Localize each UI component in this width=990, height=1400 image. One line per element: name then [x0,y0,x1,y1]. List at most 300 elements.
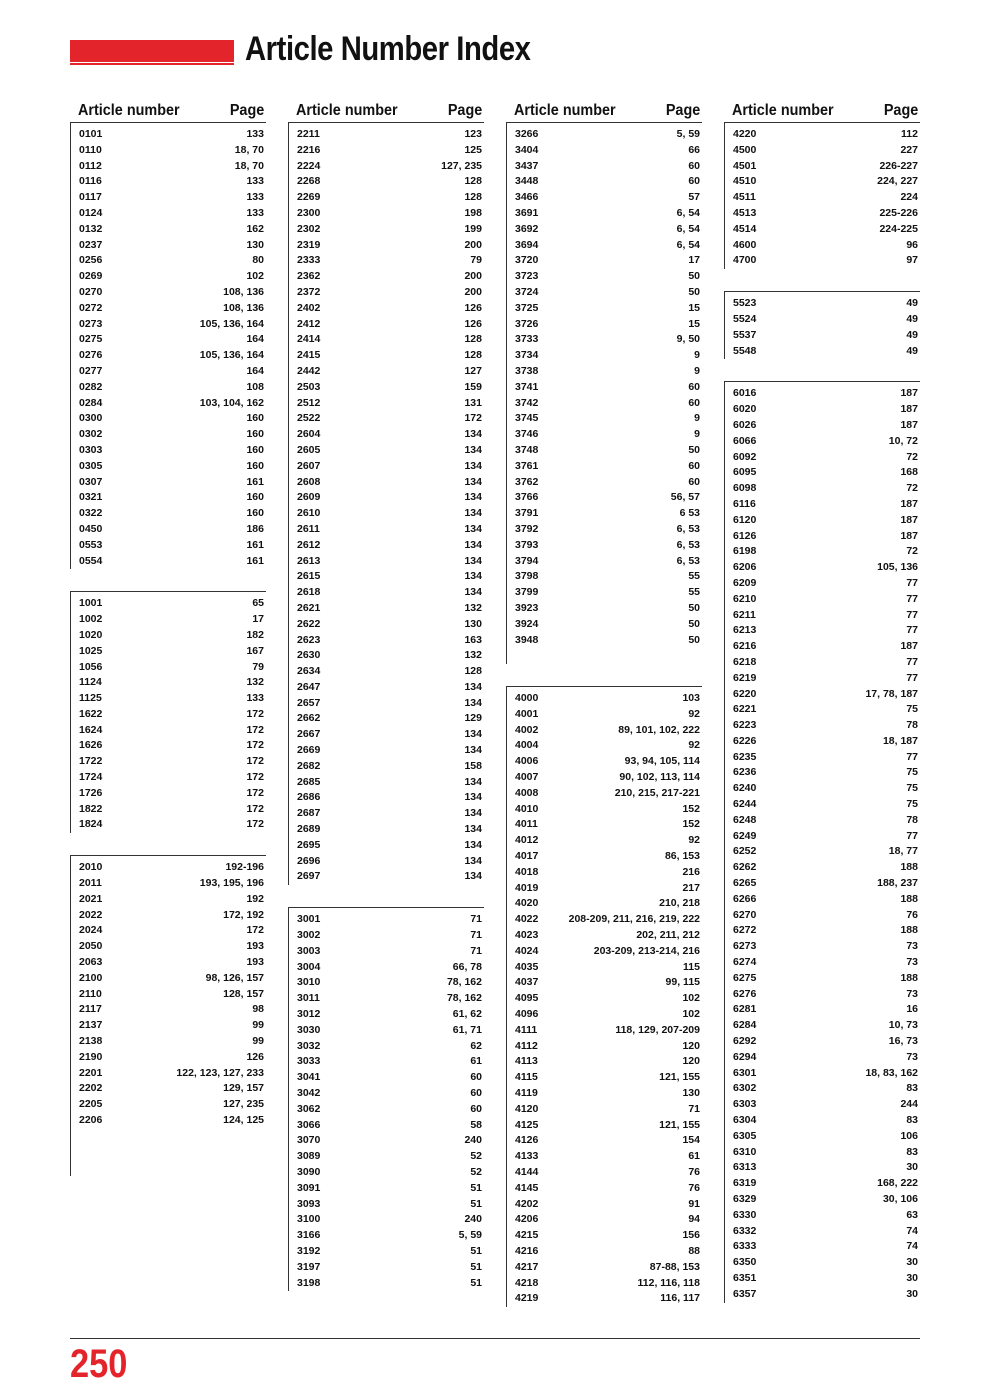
article-number: 2269 [297,191,321,204]
article-number: 3726 [515,317,539,330]
article-number: 4206 [515,1213,539,1226]
page-reference: 203-209, 213-214, 216 [593,944,700,957]
column-header [724,98,920,122]
page-reference: 124, 125 [223,1114,264,1127]
article-number: 0101 [79,128,103,140]
index-row [507,786,702,802]
page-reference: 80 [252,254,264,267]
article-number: 0300 [79,412,103,425]
index-row [71,923,266,939]
article-number: 3093 [297,1197,321,1210]
article-number: 6351 [733,1271,757,1284]
page-reference: 128, 157 [223,987,264,1000]
page-reference: 172 [246,739,264,752]
article-number: 6272 [733,924,757,937]
article-number: 6262 [733,861,757,874]
index-row [725,1066,920,1082]
index-row [289,854,484,870]
index-row [725,734,920,750]
page-reference: 66 [688,143,700,156]
index-row [71,317,266,333]
article-number: 6220 [733,687,757,700]
index-row [289,991,484,1007]
index-row [507,554,702,570]
article-number: 5537 [733,328,757,341]
index-row [71,285,266,301]
index-row [725,402,920,418]
page-reference: 9 [694,412,700,425]
index-row [289,238,484,254]
index-row [725,1097,920,1113]
index-row [507,380,702,396]
index-row [289,174,484,190]
article-number: 6066 [733,434,757,447]
page-reference: 128 [464,349,482,362]
page-reference: 130 [464,617,482,630]
page-reference: 75 [906,766,918,779]
index-row [289,1007,484,1023]
page-reference: 127, 235 [441,159,482,172]
page-reference: 79 [470,254,482,267]
index-row [507,1086,702,1102]
page-reference: 134 [464,775,482,788]
index-row [71,459,266,475]
page-reference: 128 [464,665,482,678]
page-reference: 240 [464,1213,482,1226]
article-number: 6265 [733,877,757,890]
index-row [507,865,702,881]
article-number: 6120 [733,513,757,526]
index-row [71,1002,266,1018]
article-number: 2415 [297,349,321,362]
page-reference: 161 [246,475,264,488]
page-reference: 133 [246,175,264,188]
index-row [725,434,920,450]
article-number: 2402 [297,301,321,314]
index-group [724,122,920,269]
page-reference: 99, 115 [665,976,700,989]
index-row [725,386,920,402]
article-number: 0132 [79,222,103,235]
page-reference: 129 [464,712,482,725]
page-reference: 172 [246,802,264,815]
index-row [725,1255,920,1271]
page-reference: 134 [464,538,482,551]
article-number: 0270 [79,285,103,298]
page-reference: 75 [906,703,918,716]
article-number: 1722 [79,755,103,768]
index-row [507,802,702,818]
page-reference: 134 [464,475,482,488]
article-number: 3793 [515,538,539,551]
article-number: 5524 [733,312,757,325]
article-number: 2202 [79,1082,103,1095]
column-header [506,98,702,122]
article-number: 4017 [515,850,539,863]
index-row [507,691,702,707]
index-row [71,1034,266,1050]
index-row [725,671,920,687]
article-number: 1001 [79,597,103,610]
article-number: 6216 [733,640,757,653]
article-number: 2682 [297,759,321,772]
page-reference: 193, 195, 196 [199,877,264,890]
article-number: 4010 [515,802,539,815]
page-reference: 188 [900,892,918,905]
page-reference: 210, 218 [659,897,700,910]
article-number: 2604 [297,428,321,441]
article-number: 4095 [515,992,539,1005]
page-reference: 102 [682,992,700,1005]
page-reference: 61, 71 [452,1023,482,1036]
article-number: 2442 [297,364,321,377]
index-row [507,1149,702,1165]
index-row [289,522,484,538]
index-row [507,770,702,786]
article-number: 6244 [733,798,757,811]
index-row [507,174,702,190]
article-number: 4018 [515,865,539,878]
article-number: 0553 [79,538,103,551]
page-reference: 90, 102, 113, 114 [619,771,700,784]
index-row [725,860,920,876]
page-reference: 50 [688,601,700,614]
article-number: 0276 [79,349,103,362]
index-row [725,1208,920,1224]
page-reference: 16, 73 [888,1035,918,1048]
index-column-2 [288,98,484,1313]
header-article-number: Article number [78,102,180,119]
page-reference: 76 [688,1166,700,1178]
index-row [507,1276,702,1292]
index-group [70,591,266,833]
article-number: 4126 [515,1134,539,1147]
index-row [507,633,702,649]
index-row [507,1228,702,1244]
article-number: 6206 [733,561,757,574]
index-row [71,380,266,396]
page-reference: 61 [688,1150,700,1163]
index-row [725,576,920,592]
page-reference: 127, 235 [223,1098,264,1111]
article-number: 1822 [79,802,103,815]
index-row [507,1039,702,1055]
index-group [288,122,484,885]
article-number: 3001 [297,913,321,926]
article-number: 3448 [515,175,539,188]
page-reference: 160 [246,412,264,425]
page-title: Article Number Index [245,30,531,68]
page-reference: 96 [906,238,918,251]
index-row [725,908,920,924]
article-number: 2100 [79,971,103,984]
page-reference: 244 [900,1098,918,1111]
article-number: 2010 [79,861,103,874]
index-row [725,1129,920,1145]
index-row [71,348,266,364]
page-reference: 87-88, 153 [649,1260,700,1273]
index-row [71,332,266,348]
article-number: 3166 [297,1229,321,1242]
index-row [71,738,266,754]
article-number: 2022 [79,908,103,921]
index-row [71,908,266,924]
page-reference: 73 [906,1050,918,1063]
page-reference: 134 [464,744,482,757]
page-reference: 5, 59 [458,1229,482,1242]
article-number: 3694 [515,238,539,251]
article-number: 6020 [733,403,757,416]
page-reference: 172 [246,755,264,768]
page-reference: 10, 73 [888,1019,918,1032]
article-number: 6270 [733,908,757,921]
page-reference: 18, 77 [888,845,918,858]
page-reference: 71 [470,929,482,942]
index-row [71,754,266,770]
article-number: 0450 [79,522,103,535]
article-number: 6329 [733,1193,757,1205]
page-reference: 172 [246,786,264,799]
page-reference: 192-196 [225,861,264,874]
index-row [71,1129,266,1145]
index-row [507,1165,702,1181]
article-number: 1622 [79,707,103,720]
page-reference: 77 [906,608,918,621]
index-row [289,1276,484,1292]
page-reference: 134 [464,838,482,851]
article-number: 6330 [733,1208,757,1221]
page-reference: 50 [688,617,700,630]
page-reference: 15 [688,301,700,314]
article-number: 4133 [515,1150,539,1163]
article-number: 3066 [297,1118,321,1131]
index-row [289,285,484,301]
index-row [289,506,484,522]
index-row [289,928,484,944]
article-number: 4119 [515,1087,538,1100]
article-number: 4002 [515,723,539,736]
index-row [289,127,484,143]
article-number: 3030 [297,1023,321,1036]
article-number: 2414 [297,333,321,346]
article-number: 6292 [733,1035,757,1048]
page-reference: 199 [464,222,482,235]
page-reference: 131 [464,396,482,409]
page-reference: 49 [906,344,918,357]
index-row [725,312,920,328]
index-row [71,860,266,876]
index-row [289,790,484,806]
title-accent-bar [70,40,234,62]
page-reference: 128 [464,191,482,204]
index-row [289,838,484,854]
article-number: 6095 [733,466,757,479]
index-row [507,648,702,664]
article-number: 2615 [297,570,321,583]
page-reference: 99 [252,1035,264,1048]
page-reference: 172, 192 [223,908,264,921]
article-number: 2138 [79,1035,103,1048]
article-number: 4511 [733,191,756,204]
index-row [507,285,702,301]
article-number: 4006 [515,755,539,768]
index-row [725,718,920,734]
index-row [289,775,484,791]
page-reference: 30, 106 [882,1193,918,1205]
index-row [725,1113,920,1129]
article-number: 2697 [297,870,321,883]
index-row [71,786,266,802]
footer-divider [70,1338,920,1339]
page-reference: 62 [470,1039,482,1052]
page-reference: 200 [464,238,482,251]
index-row [71,1145,266,1161]
article-number: 2110 [79,987,102,1000]
page-reference: 103, 104, 162 [199,396,264,409]
index-group [506,122,702,664]
page-reference: 168 [900,466,918,479]
page-reference: 134 [464,854,482,867]
index-row [289,1244,484,1260]
index-row [71,675,266,691]
article-number: 0112 [79,159,102,172]
index-row [507,569,702,585]
index-row [725,238,920,254]
page-reference: 217 [682,881,700,894]
page-reference: 160 [246,443,264,456]
page-reference: 123 [464,128,482,140]
index-row [289,332,484,348]
article-number: 6304 [733,1114,757,1127]
article-number: 6319 [733,1177,757,1190]
index-row [725,296,920,312]
article-number: 3437 [515,159,539,172]
title-accent-underline [70,63,234,65]
article-number: 6211 [733,608,756,621]
page-reference: 152 [682,818,700,831]
article-number: 6126 [733,529,757,542]
article-number: 6026 [733,418,757,431]
page-reference: 105, 136, 164 [199,349,264,362]
index-row [71,691,266,707]
header-page: Page [447,102,482,119]
page-reference: 97 [906,254,918,267]
index-row [71,222,266,238]
page-reference: 9 [694,428,700,441]
article-number: 1626 [79,739,103,752]
article-number: 6240 [733,782,757,795]
index-row [71,723,266,739]
index-row [289,912,484,928]
page-reference: 60 [470,1102,482,1115]
index-row [725,813,920,829]
page-reference: 61, 62 [452,1008,482,1021]
page-reference: 77 [906,671,918,684]
page-reference: 88 [688,1244,700,1257]
article-number: 2268 [297,175,321,188]
article-number: 3090 [297,1166,321,1178]
page-reference: 129, 157 [223,1082,264,1095]
index-row [507,538,702,554]
page-reference: 133 [246,692,264,705]
page-reference: 18, 70 [234,159,264,172]
article-number: 0307 [79,475,103,488]
article-number: 2618 [297,586,321,599]
index-row [507,364,702,380]
article-number: 2669 [297,744,321,757]
index-row [507,991,702,1007]
article-number: 4096 [515,1008,539,1021]
page-reference: 65 [252,597,264,610]
index-row [507,738,702,754]
article-number: 3003 [297,944,321,957]
page-reference: 49 [906,297,918,310]
page-reference: 122, 123, 127, 233 [176,1066,264,1079]
article-number: 1125 [79,692,102,705]
page-reference: 164 [246,333,264,346]
index-row [71,238,266,254]
page-reference: 160 [246,428,264,441]
page-reference: 210, 215, 217-221 [614,786,700,799]
index-row [71,1113,266,1129]
article-number: 2623 [297,633,321,646]
index-row [725,639,920,655]
header-page: Page [229,102,264,119]
index-row [71,971,266,987]
page-reference: 83 [906,1114,918,1127]
page-reference: 6, 54 [676,222,700,235]
article-number: 0269 [79,270,103,283]
page-reference: 51 [470,1276,482,1289]
page-reference: 71 [688,1102,700,1115]
page-reference: 50 [688,633,700,646]
article-number: 0284 [79,396,103,409]
article-number: 6252 [733,845,757,858]
article-number: 0237 [79,238,103,251]
index-row [71,127,266,143]
index-row [289,1023,484,1039]
page-reference: 188 [900,971,918,984]
index-row [507,975,702,991]
page-reference: 58 [470,1118,482,1131]
page-reference: 6, 54 [676,206,700,219]
index-row [507,1054,702,1070]
page-reference: 92 [688,739,700,752]
page-reference: 75 [906,782,918,795]
article-number: 4019 [515,881,539,894]
article-number: 3197 [297,1260,321,1273]
index-row [725,939,920,955]
index-row [289,944,484,960]
index-row [507,1197,702,1213]
index-row [289,301,484,317]
article-number: 0110 [79,143,102,156]
index-row [71,1160,266,1176]
article-number: 3032 [297,1039,321,1052]
page-reference: 18, 70 [234,143,264,156]
page-reference: 160 [246,507,264,520]
page-reference: 134 [464,507,482,520]
index-row [71,364,266,380]
page-reference: 63 [906,1208,918,1221]
index-row [725,876,920,892]
page-reference: 134 [464,696,482,709]
index-row [507,190,702,206]
article-number: 3923 [515,601,539,614]
index-row [289,364,484,380]
page-reference: 172 [464,412,482,425]
index-row [289,411,484,427]
